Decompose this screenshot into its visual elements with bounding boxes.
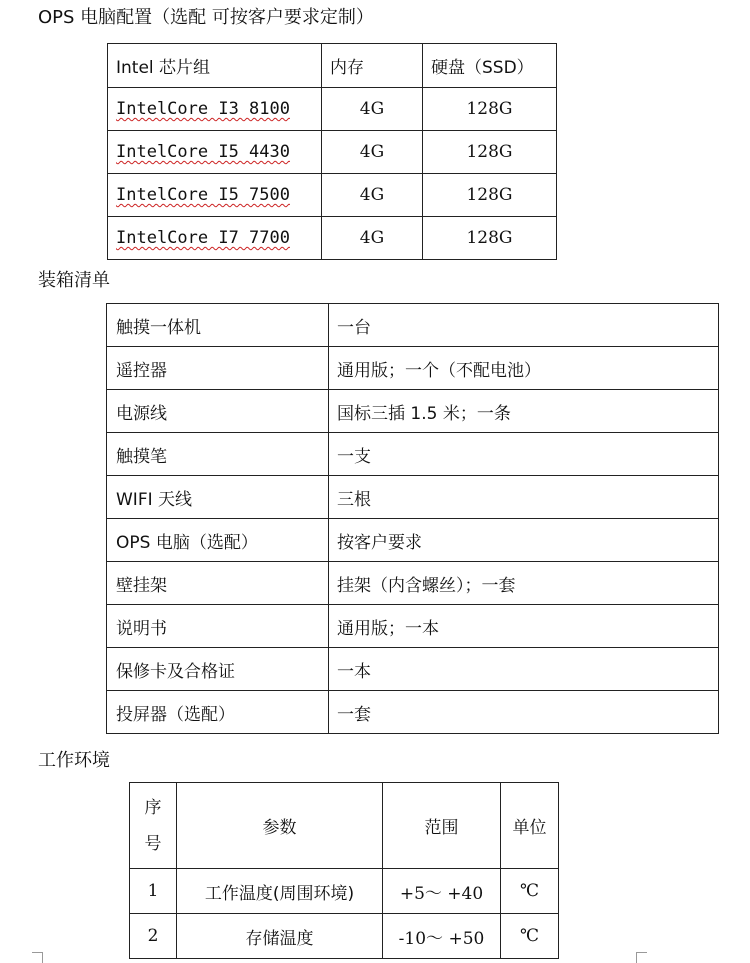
table-row — [130, 914, 559, 959]
page-corner-mark-right — [636, 952, 647, 963]
column-header-unit: 单位 — [501, 783, 559, 869]
cpu-cell — [108, 88, 322, 131]
memory-cell: 4G — [322, 217, 423, 260]
item-cell: 触摸笔 — [107, 433, 329, 476]
desc-cell: 一本 — [329, 648, 719, 691]
memory-cell: 4G — [322, 88, 423, 131]
desc-cell: 国标三插 1.5 米；一条 — [329, 390, 719, 433]
item-cell: OPS 电脑（选配） — [107, 519, 329, 562]
cpu-cell — [108, 217, 322, 260]
disk-cell: 128G — [423, 131, 557, 174]
environment-table — [129, 782, 559, 959]
item-cell: 壁挂架 — [107, 562, 329, 605]
table-row — [107, 390, 719, 433]
desc-cell: 三根 — [329, 476, 719, 519]
table-row — [108, 174, 557, 217]
memory-cell: 4G — [322, 131, 423, 174]
item-cell: 触摸一体机 — [107, 304, 329, 347]
page-corner-mark-left — [32, 952, 43, 963]
disk-cell: 128G — [423, 174, 557, 217]
ops-config-heading: OPS 电脑配置（选配 可按客户要求定制） — [38, 7, 374, 28]
desc-cell: 一套 — [329, 691, 719, 734]
table-row — [108, 88, 557, 131]
table-row — [107, 476, 719, 519]
item-cell: 投屏器（选配） — [107, 691, 329, 734]
range-cell: -10～ +50 — [383, 914, 501, 959]
table-row — [108, 131, 557, 174]
table-row — [107, 519, 719, 562]
column-header-param: 参数 — [177, 783, 383, 869]
item-cell: 保修卡及合格证 — [107, 648, 329, 691]
param-cell: 工作温度(周围环境) — [177, 869, 383, 914]
table-row — [107, 433, 719, 476]
table-header-row — [108, 44, 557, 88]
desc-cell: 通用版；一本 — [329, 605, 719, 648]
item-cell: 遥控器 — [107, 347, 329, 390]
packing-list-table — [106, 303, 719, 734]
range-cell: +5～ +40 — [383, 869, 501, 914]
disk-cell: 128G — [423, 88, 557, 131]
desc-cell: 通用版；一个（不配电池） — [329, 347, 719, 390]
table-row — [107, 304, 719, 347]
table-row — [107, 347, 719, 390]
table-row — [108, 217, 557, 260]
cpu-name: IntelCore I5 4430 — [116, 142, 290, 162]
column-header-disk: 硬盘（SSD） — [423, 44, 557, 88]
cpu-cell — [108, 174, 322, 217]
item-cell: 电源线 — [107, 390, 329, 433]
ops-config-table — [107, 43, 557, 260]
table-row — [107, 648, 719, 691]
number-cell: 2 — [130, 914, 177, 959]
item-cell: WIFI 天线 — [107, 476, 329, 519]
cpu-name: IntelCore I3 8100 — [116, 99, 290, 119]
column-header-range: 范围 — [383, 783, 501, 869]
packing-list-heading: 装箱清单 — [38, 270, 110, 291]
param-cell: 存储温度 — [177, 914, 383, 959]
unit-cell: ℃ — [501, 914, 559, 959]
table-row — [130, 869, 559, 914]
table-row — [107, 691, 719, 734]
cpu-name: IntelCore I7 7700 — [116, 228, 290, 248]
desc-cell: 按客户要求 — [329, 519, 719, 562]
environment-heading: 工作环境 — [38, 750, 110, 771]
column-header-memory: 内存 — [322, 44, 423, 88]
desc-cell: 一台 — [329, 304, 719, 347]
number-header-line1: 序 — [144, 797, 162, 818]
unit-cell: ℃ — [501, 869, 559, 914]
number-cell: 1 — [130, 869, 177, 914]
table-header-row — [130, 783, 559, 869]
desc-cell: 挂架（内含螺丝）；一套 — [329, 562, 719, 605]
table-row — [107, 605, 719, 648]
memory-cell: 4G — [322, 174, 423, 217]
cpu-cell — [108, 131, 322, 174]
table-row — [107, 562, 719, 605]
cpu-name: IntelCore I5 7500 — [116, 185, 290, 205]
disk-cell: 128G — [423, 217, 557, 260]
column-header-chipset: Intel 芯片组 — [108, 44, 322, 88]
item-cell: 说明书 — [107, 605, 329, 648]
column-header-number — [130, 783, 177, 869]
desc-cell: 一支 — [329, 433, 719, 476]
number-header-line2: 号 — [144, 833, 162, 854]
